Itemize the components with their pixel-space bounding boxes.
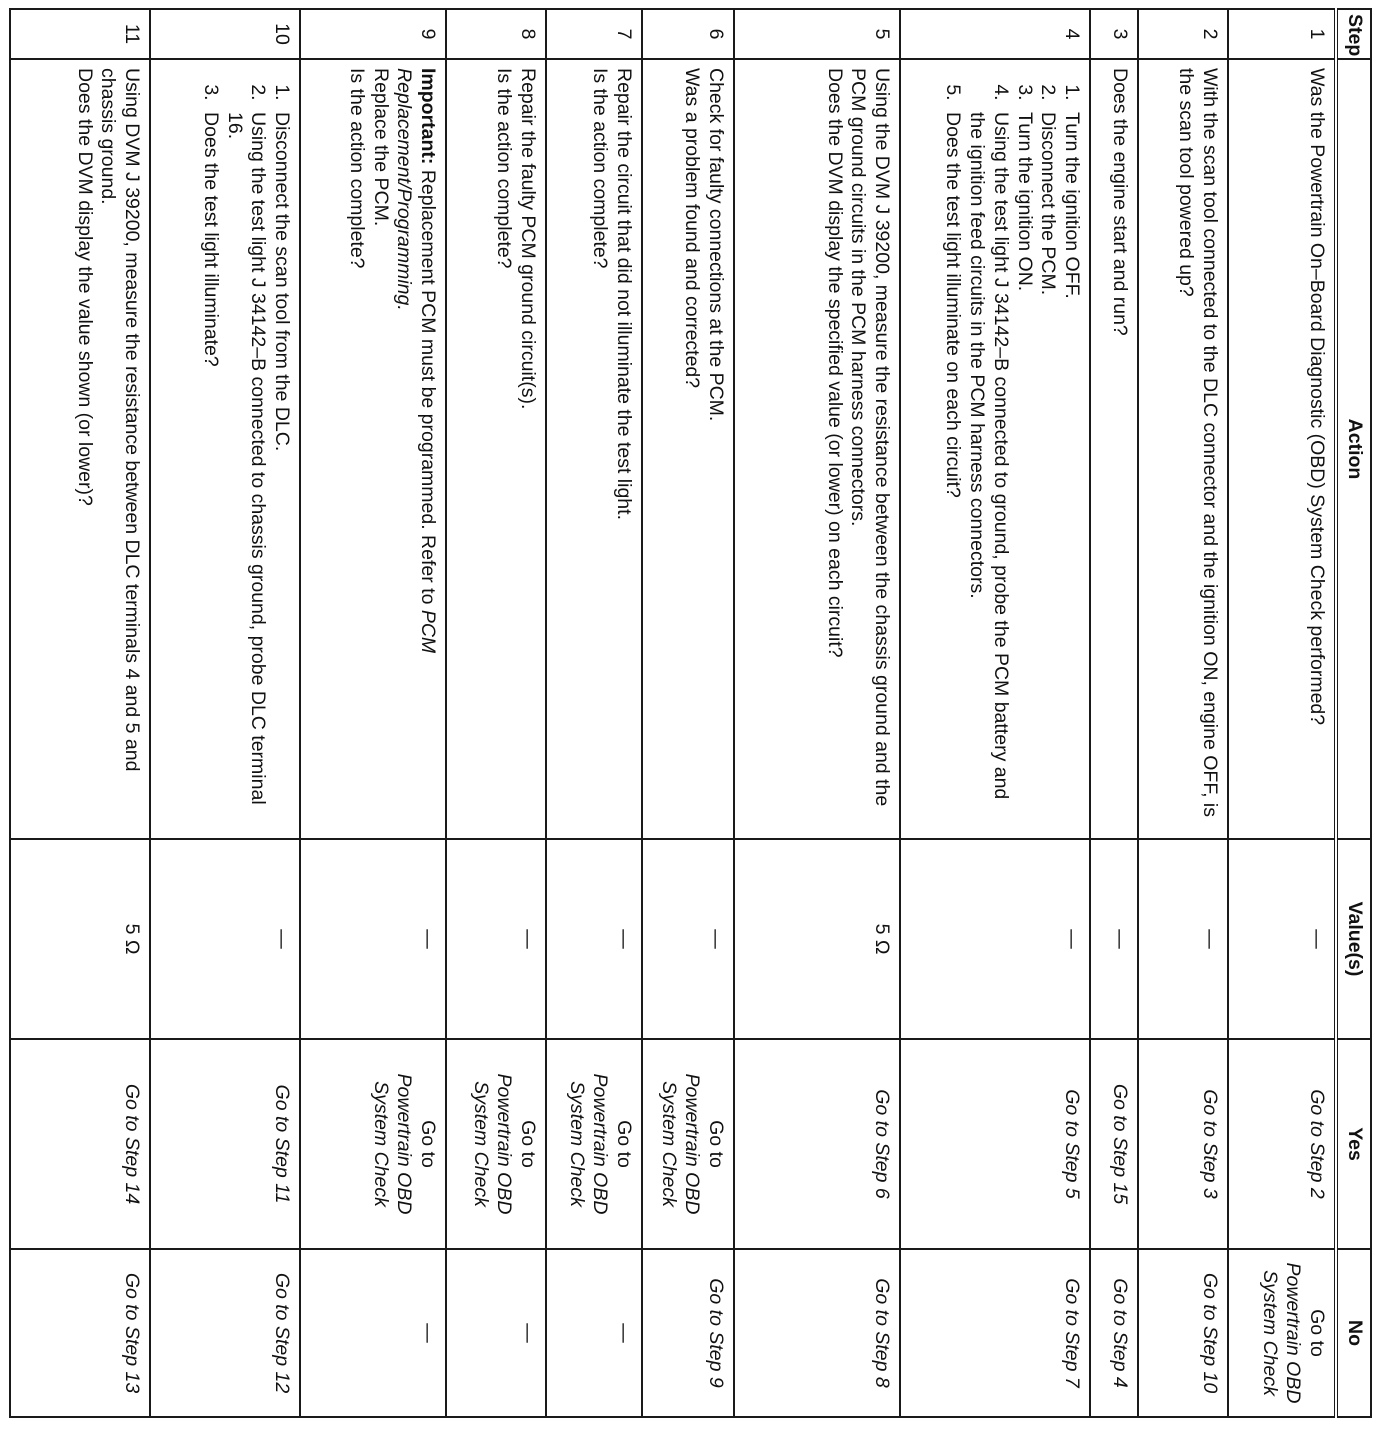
header-row	[1336, 9, 1371, 1417]
no-cell	[900, 1249, 1090, 1417]
action-question: Is the action complete?	[589, 68, 612, 269]
action-cell	[1138, 59, 1228, 839]
important-text: Replacement PCM must be programmed. Refer to	[417, 169, 440, 605]
action-text: With the scan tool connected to the DLC connector and the ignition ON, engine OFF, is the scan tool powered up?	[1175, 68, 1222, 817]
no-text: Go to Step 12	[271, 1272, 294, 1394]
yes-cell	[446, 1039, 546, 1249]
important-reference: PCM Replacement/Programming.	[393, 68, 440, 654]
table-row	[10, 9, 150, 1417]
table-row	[546, 9, 642, 1417]
yes-text: Go to	[613, 1120, 636, 1168]
header-yes: Yes	[1336, 1039, 1371, 1249]
value-cell: —	[900, 839, 1090, 1039]
table-row	[642, 9, 734, 1417]
header-values: Value(s)	[1336, 839, 1371, 1039]
step-number: 7	[546, 9, 642, 59]
table-row	[734, 9, 900, 1417]
no-cell	[1138, 1249, 1228, 1417]
no-cell	[446, 1249, 546, 1417]
action-cell	[642, 59, 734, 839]
list-item: 2. Using the test light J 34142–B connected to chassis ground, probe DLC terminal 16.	[222, 106, 270, 830]
value-cell: —	[1090, 839, 1138, 1039]
yes-cell	[546, 1039, 642, 1249]
list-item: 5. Does the test light illuminate on each circuit?	[941, 106, 965, 830]
value-cell: —	[642, 839, 734, 1039]
yes-text: Go to Step 5	[1061, 1089, 1084, 1199]
yes-text: Powertrain OBD	[493, 1073, 516, 1215]
action-question: Is the action complete?	[493, 68, 516, 269]
yes-text: Go to Step 2	[1306, 1089, 1329, 1199]
no-cell	[546, 1249, 642, 1417]
action-cell	[446, 59, 546, 839]
step-number: 8	[446, 9, 546, 59]
action-cell	[734, 59, 900, 839]
step-number: 6	[642, 9, 734, 59]
no-cell	[10, 1249, 150, 1417]
action-text: Check for faulty connections at the PCM.	[705, 68, 728, 422]
yes-text: Go to Step 3	[1199, 1089, 1222, 1199]
list-item: 2. Disconnect the PCM.	[1036, 106, 1060, 830]
yes-text: Go to	[705, 1120, 728, 1168]
action-text: Using DVM J 39200, measure the resistance between DLC terminals 4 and 5 and chassis ground.	[97, 68, 144, 772]
yes-cell	[150, 1039, 300, 1249]
action-cell	[1090, 59, 1138, 839]
action-text: Repair the circuit that did not illuminate the test light.	[613, 68, 636, 520]
no-text: Go to Step 8	[871, 1278, 894, 1388]
action-cell	[300, 59, 446, 839]
diagnostic-table	[9, 8, 1372, 1418]
value-cell: 5 Ω	[10, 839, 150, 1039]
step-number: 3	[1090, 9, 1138, 59]
yes-text: System Check	[565, 1081, 588, 1207]
table-row	[446, 9, 546, 1417]
table-row	[1090, 9, 1138, 1417]
no-text: Go to Step 4	[1109, 1278, 1132, 1388]
yes-text: Go to Step 11	[271, 1084, 294, 1204]
action-cell	[10, 59, 150, 839]
step-number: 9	[300, 9, 446, 59]
yes-text: System Check	[657, 1081, 680, 1207]
action-list	[198, 68, 293, 830]
value-cell: —	[1228, 839, 1336, 1039]
step-number: 4	[900, 9, 1090, 59]
value-cell: —	[1138, 839, 1228, 1039]
value-cell: 5 Ω	[734, 839, 900, 1039]
no-text: —	[613, 1323, 636, 1343]
no-text: Go to Step 13	[121, 1272, 144, 1394]
no-cell	[300, 1249, 446, 1417]
yes-cell	[734, 1039, 900, 1249]
list-item: 1. Turn the ignition OFF.	[1059, 106, 1083, 830]
table-row	[300, 9, 446, 1417]
value-cell: —	[300, 839, 446, 1039]
important-note	[392, 68, 440, 830]
table-row	[150, 9, 300, 1417]
no-text: Powertrain OBD	[1282, 1262, 1305, 1404]
action-question: Was a problem found and corrected?	[681, 68, 704, 389]
no-cell	[1228, 1249, 1336, 1417]
table-row	[1228, 9, 1336, 1417]
header-step: Step	[1336, 9, 1371, 59]
no-text: Go to Step 7	[1061, 1278, 1084, 1388]
action-cell	[150, 59, 300, 839]
no-text: System Check	[1258, 1270, 1281, 1396]
value-cell: —	[546, 839, 642, 1039]
list-item: 3. Does the test light illuminate?	[198, 106, 222, 830]
yes-text: Go to	[417, 1120, 440, 1168]
header-no: No	[1336, 1249, 1371, 1417]
yes-text: Powertrain OBD	[681, 1073, 704, 1215]
action-cell	[1228, 59, 1336, 839]
step-number: 1	[1228, 9, 1336, 59]
no-cell	[734, 1249, 900, 1417]
action-question: Does the DVM display the specified value (or lower) on each circuit?	[823, 68, 846, 658]
step-number: 2	[1138, 9, 1228, 59]
no-text: Go to	[1306, 1309, 1329, 1357]
no-text: —	[417, 1323, 440, 1343]
yes-cell	[300, 1039, 446, 1249]
step-number: 10	[150, 9, 300, 59]
important-label: Important:	[417, 68, 440, 165]
list-item: 4. Using the test light J 34142–B connected to ground, probe the PCM battery and the ignition feed circuits in the PCM harness connectors.	[964, 106, 1012, 830]
action-text: Using the DVM J 39200, measure the resistance between the chassis ground and the PCM ground circuits in the PCM harness connectors.	[847, 68, 894, 807]
yes-cell	[900, 1039, 1090, 1249]
yes-text: System Check	[369, 1081, 392, 1207]
yes-cell	[1138, 1039, 1228, 1249]
action-list	[941, 68, 1084, 830]
action-cell	[900, 59, 1090, 839]
list-item: 3. Turn the ignition ON.	[1012, 106, 1036, 830]
no-text: Go to Step 9	[705, 1278, 728, 1388]
yes-text: System Check	[469, 1081, 492, 1207]
yes-text: Go to Step 6	[871, 1089, 894, 1199]
header-action: Action	[1336, 59, 1371, 839]
table-row	[1138, 9, 1228, 1417]
value-cell: —	[150, 839, 300, 1039]
step-number: 11	[10, 9, 150, 59]
yes-cell	[10, 1039, 150, 1249]
yes-text: Powertrain OBD	[589, 1073, 612, 1215]
yes-cell	[1228, 1039, 1336, 1249]
action-text: Replace the PCM.	[369, 68, 392, 227]
action-text: Was the Powertrain On–Board Diagnostic (OBD) System Check performed?	[1306, 68, 1329, 726]
no-text: —	[517, 1323, 540, 1343]
table-row	[900, 9, 1090, 1417]
yes-text: Powertrain OBD	[393, 1073, 416, 1215]
action-question: Does the DVM display the value shown (or lower)?	[73, 68, 96, 506]
no-text: Go to Step 10	[1199, 1272, 1222, 1394]
no-cell	[1090, 1249, 1138, 1417]
yes-text: Go to Step 14	[121, 1083, 144, 1205]
value-cell: —	[446, 839, 546, 1039]
action-cell	[546, 59, 642, 839]
yes-text: Go to	[517, 1120, 540, 1168]
yes-cell	[642, 1039, 734, 1249]
no-cell	[642, 1249, 734, 1417]
no-cell	[150, 1249, 300, 1417]
action-text: Repair the faulty PCM ground circuit(s).	[517, 68, 540, 410]
action-question: Is the action complete?	[345, 68, 368, 269]
step-number: 5	[734, 9, 900, 59]
yes-cell	[1090, 1039, 1138, 1249]
action-text: Does the engine start and run?	[1109, 68, 1132, 336]
list-item: 1. Disconnect the scan tool from the DLC.	[269, 106, 293, 830]
yes-text: Go to Step 15	[1109, 1083, 1132, 1205]
